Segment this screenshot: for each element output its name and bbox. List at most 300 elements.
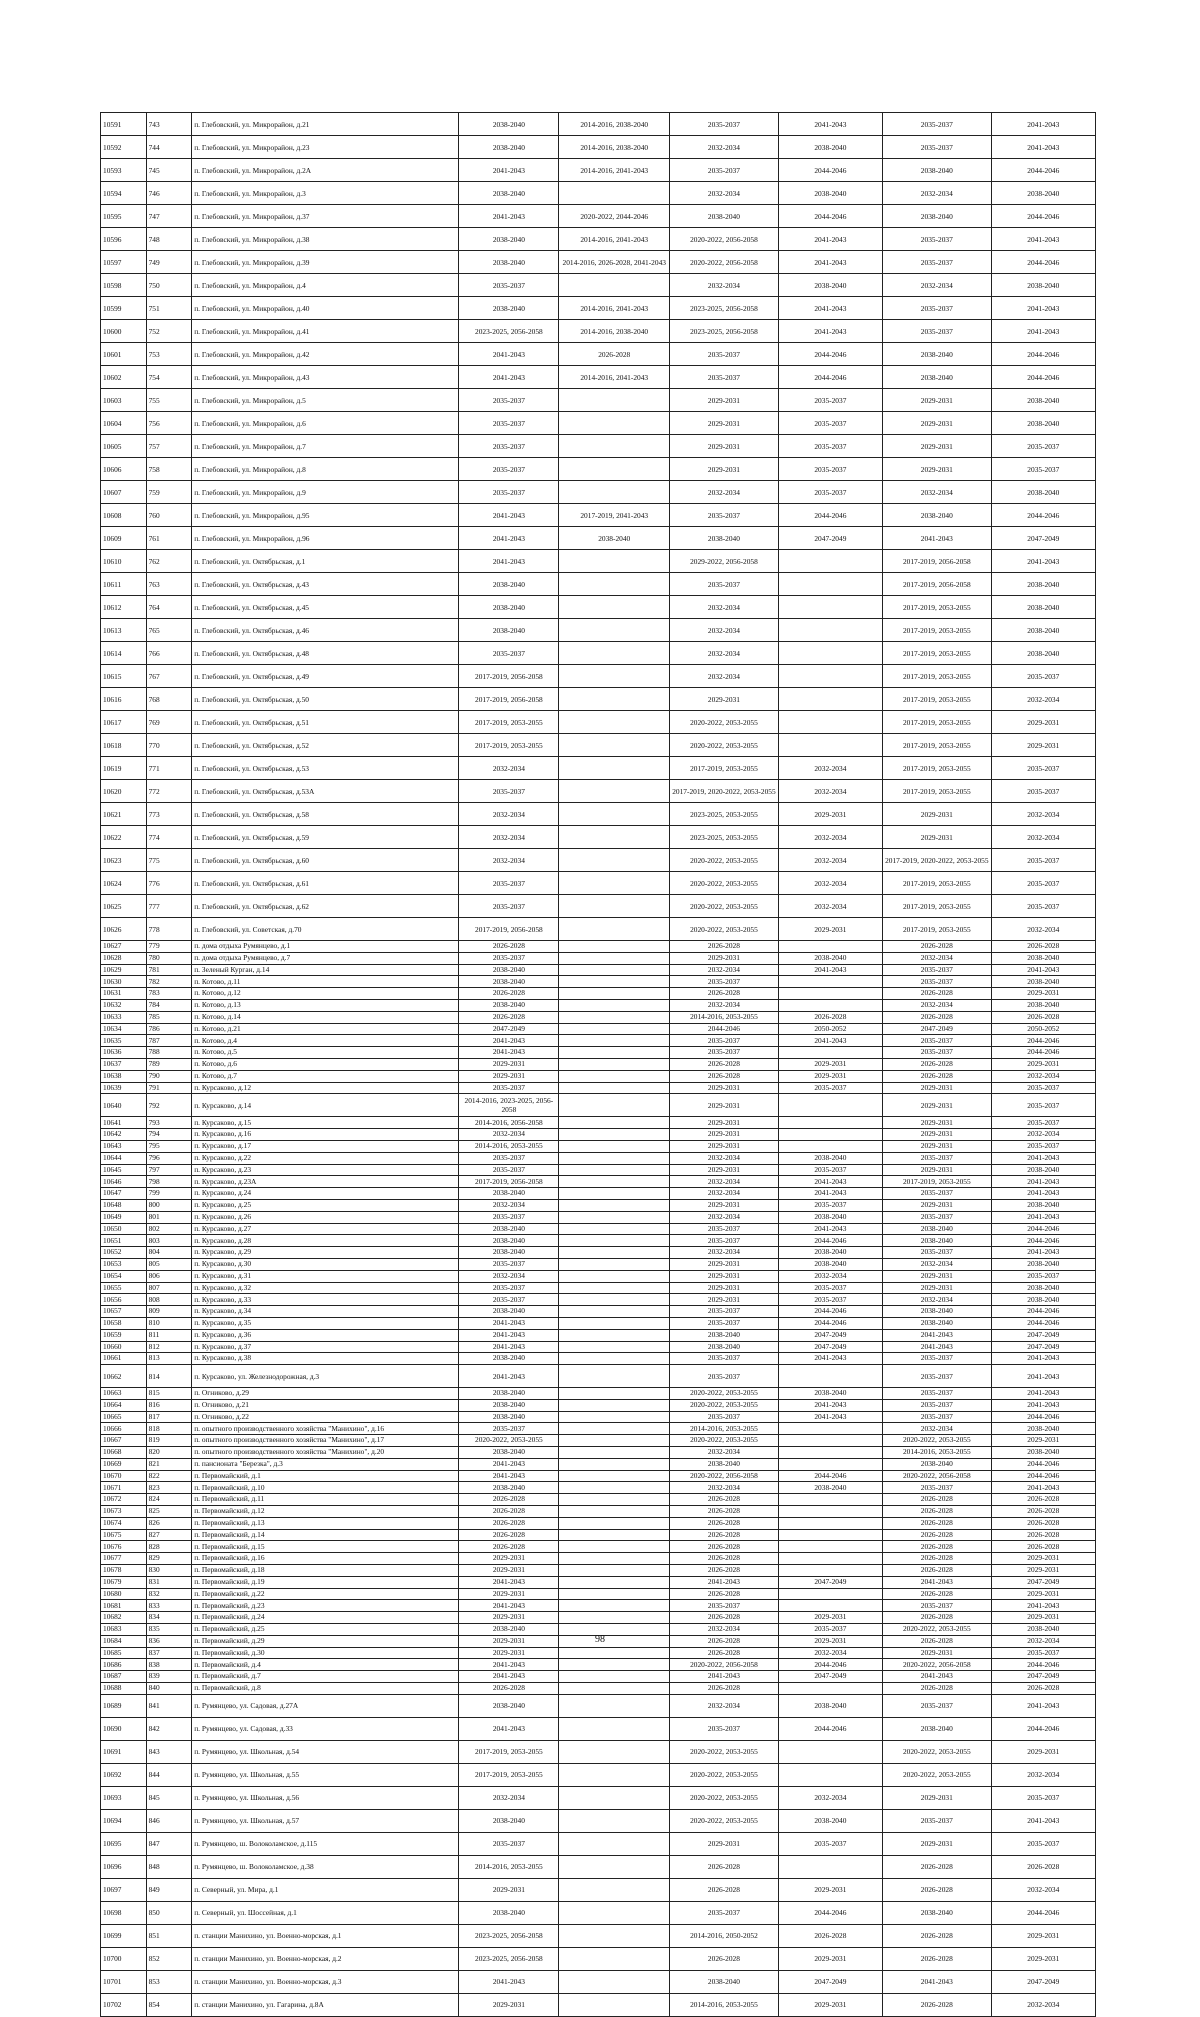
- cell-period-2: [559, 1717, 670, 1740]
- cell-seq-no: 838: [146, 1659, 192, 1671]
- cell-period-1: 2041-2043: [459, 504, 559, 527]
- table-row: [101, 159, 1096, 182]
- cell-row-id: 10643: [101, 1140, 147, 1152]
- cell-seq-no: 772: [146, 780, 192, 803]
- table-row: [101, 435, 1096, 458]
- table-row: [101, 1117, 1096, 1129]
- cell-period-4: 2041-2043: [778, 320, 882, 343]
- cell-period-3: 2026-2028: [670, 1506, 779, 1518]
- cell-period-5: 2026-2028: [883, 1993, 992, 2016]
- cell-period-2: [559, 665, 670, 688]
- cell-period-2: [559, 1211, 670, 1223]
- cell-period-5: 2026-2028: [883, 1878, 992, 1901]
- cell-period-5: 2029-2031: [883, 1282, 992, 1294]
- cell-period-1: 2035-2037: [459, 1211, 559, 1223]
- cell-period-1: 2026-2028: [459, 1011, 559, 1023]
- cell-row-id: 10662: [101, 1365, 147, 1388]
- cell-seq-no: 793: [146, 1117, 192, 1129]
- cell-period-2: [559, 1855, 670, 1878]
- cell-period-1: 2038-2040: [459, 113, 559, 136]
- cell-period-4: 2029-2031: [778, 1993, 882, 2016]
- cell-period-4: 2041-2043: [778, 1176, 882, 1188]
- cell-period-3: 2032-2034: [670, 999, 779, 1011]
- cell-period-1: 2041-2043: [459, 550, 559, 573]
- cell-period-4: 2035-2037: [778, 435, 882, 458]
- cell-address: п. Румянцево, ул. Школьная, д.57: [192, 1809, 459, 1832]
- cell-period-1: 2041-2043: [459, 205, 559, 228]
- cell-period-6: 2041-2043: [991, 1388, 1095, 1400]
- cell-period-5: 2032-2034: [883, 1258, 992, 1270]
- table-row: [101, 1223, 1096, 1235]
- cell-period-4: 2044-2046: [778, 366, 882, 389]
- cell-period-2: [559, 1529, 670, 1541]
- table-row: [101, 1023, 1096, 1035]
- cell-period-5: 2026-2028: [883, 1635, 992, 1647]
- cell-seq-no: 753: [146, 343, 192, 366]
- cell-period-5: 2041-2043: [883, 1970, 992, 1993]
- cell-period-3: 2026-2028: [670, 1517, 779, 1529]
- cell-address: п. Глебовский, ул. Микрорайон, д.3: [192, 182, 459, 205]
- cell-period-3: 2032-2034: [670, 1694, 779, 1717]
- cell-address: п. Глебовский, ул. Микрорайон, д.21: [192, 113, 459, 136]
- cell-period-1: 2035-2037: [459, 780, 559, 803]
- cell-seq-no: 820: [146, 1447, 192, 1459]
- cell-address: п. Первомайский, д.7: [192, 1671, 459, 1683]
- cell-period-3: 2014-2016, 2053-2055: [670, 1011, 779, 1023]
- cell-period-6: 2038-2040: [991, 182, 1095, 205]
- cell-period-6: 2044-2046: [991, 1047, 1095, 1059]
- cell-period-4: 2038-2040: [778, 1152, 882, 1164]
- cell-seq-no: 804: [146, 1247, 192, 1259]
- cell-period-5: 2017-2019, 2053-2055: [883, 619, 992, 642]
- cell-period-2: [559, 573, 670, 596]
- cell-period-2: [559, 999, 670, 1011]
- cell-seq-no: 832: [146, 1588, 192, 1600]
- cell-row-id: 10631: [101, 988, 147, 1000]
- cell-row-id: 10656: [101, 1294, 147, 1306]
- cell-address: п. Первомайский, д.23: [192, 1600, 459, 1612]
- table-row: [101, 1970, 1096, 1993]
- cell-period-3: 2026-2028: [670, 1588, 779, 1600]
- cell-period-6: 2032-2034: [991, 803, 1095, 826]
- cell-address: п. Огниково, д.22: [192, 1411, 459, 1423]
- cell-period-6: 2029-2031: [991, 1612, 1095, 1624]
- cell-period-1: 2038-2040: [459, 1306, 559, 1318]
- register-table-body: [101, 113, 1096, 2017]
- cell-seq-no: 787: [146, 1035, 192, 1047]
- cell-period-2: [559, 780, 670, 803]
- cell-period-2: 2014-2016, 2041-2043: [559, 159, 670, 182]
- table-row: [101, 1435, 1096, 1447]
- table-row: [101, 1541, 1096, 1553]
- cell-period-1: 2029-2031: [459, 1070, 559, 1082]
- cell-period-5: 2029-2031: [883, 1199, 992, 1211]
- cell-period-1: 2032-2034: [459, 826, 559, 849]
- cell-address: п. Глебовский, ул. Октябрьская, д.1: [192, 550, 459, 573]
- cell-period-1: 2041-2043: [459, 1659, 559, 1671]
- cell-period-2: [559, 1365, 670, 1388]
- cell-seq-no: 799: [146, 1188, 192, 1200]
- cell-seq-no: 790: [146, 1070, 192, 1082]
- cell-period-5: 2035-2037: [883, 228, 992, 251]
- cell-seq-no: 791: [146, 1082, 192, 1094]
- cell-row-id: 10645: [101, 1164, 147, 1176]
- cell-seq-no: 841: [146, 1694, 192, 1717]
- cell-period-5: 2029-2031: [883, 1647, 992, 1659]
- table-row: [101, 826, 1096, 849]
- cell-seq-no: 818: [146, 1423, 192, 1435]
- cell-period-3: 2020-2022, 2053-2055: [670, 1399, 779, 1411]
- cell-period-3: 2020-2022, 2053-2055: [670, 1740, 779, 1763]
- cell-period-2: 2038-2040: [559, 527, 670, 550]
- cell-period-3: 2017-2019, 2020-2022, 2053-2055: [670, 780, 779, 803]
- cell-address: п. Румянцево, ул. Школьная, д.56: [192, 1786, 459, 1809]
- cell-row-id: 10641: [101, 1117, 147, 1129]
- cell-period-5: 2026-2028: [883, 1011, 992, 1023]
- cell-address: п. Котово, д.14: [192, 1011, 459, 1023]
- cell-period-6: 2044-2046: [991, 366, 1095, 389]
- cell-period-5: 2020-2022, 2056-2058: [883, 1659, 992, 1671]
- cell-period-3: 2032-2034: [670, 136, 779, 159]
- cell-period-3: 2029-2031: [670, 435, 779, 458]
- cell-period-2: 2026-2028: [559, 343, 670, 366]
- cell-address: п. Курсаково, ул. Железнодорожная, д.3: [192, 1365, 459, 1388]
- table-row: [101, 297, 1096, 320]
- cell-period-4: [778, 999, 882, 1011]
- cell-period-4: 2047-2049: [778, 1341, 882, 1353]
- cell-seq-no: 748: [146, 228, 192, 251]
- cell-period-1: 2038-2040: [459, 1482, 559, 1494]
- cell-period-2: [559, 1129, 670, 1141]
- cell-period-6: 2041-2043: [991, 1694, 1095, 1717]
- cell-period-1: 2017-2019, 2056-2058: [459, 665, 559, 688]
- cell-period-1: 2029-2031: [459, 1635, 559, 1647]
- cell-period-2: [559, 1047, 670, 1059]
- cell-seq-no: 754: [146, 366, 192, 389]
- cell-period-3: 2035-2037: [670, 366, 779, 389]
- table-row: [101, 1152, 1096, 1164]
- table-row: [101, 1470, 1096, 1482]
- cell-period-4: 2041-2043: [778, 228, 882, 251]
- cell-period-6: 2029-2031: [991, 1924, 1095, 1947]
- cell-period-6: 2038-2040: [991, 573, 1095, 596]
- cell-period-4: 2041-2043: [778, 964, 882, 976]
- cell-period-1: 2041-2043: [459, 1365, 559, 1388]
- cell-period-4: [778, 1506, 882, 1518]
- cell-row-id: 10702: [101, 1993, 147, 2016]
- cell-period-6: 2035-2037: [991, 1094, 1095, 1117]
- cell-period-2: [559, 1117, 670, 1129]
- cell-period-6: 2044-2046: [991, 205, 1095, 228]
- cell-period-1: 2023-2025, 2056-2058: [459, 1924, 559, 1947]
- table-row: [101, 999, 1096, 1011]
- cell-seq-no: 831: [146, 1576, 192, 1588]
- cell-address: п. Первомайский, д.24: [192, 1612, 459, 1624]
- cell-period-6: 2050-2052: [991, 1023, 1095, 1035]
- cell-period-6: 2029-2031: [991, 1740, 1095, 1763]
- cell-seq-no: 778: [146, 918, 192, 941]
- cell-period-2: [559, 988, 670, 1000]
- table-row: [101, 573, 1096, 596]
- cell-address: п. Котово, д.5: [192, 1047, 459, 1059]
- cell-row-id: 10609: [101, 527, 147, 550]
- cell-address: п. Глебовский, ул. Октябрьская, д.45: [192, 596, 459, 619]
- cell-row-id: 10683: [101, 1624, 147, 1636]
- cell-period-6: 2035-2037: [991, 665, 1095, 688]
- table-row: [101, 1494, 1096, 1506]
- cell-period-3: 2035-2037: [670, 504, 779, 527]
- cell-period-6: 2026-2028: [991, 1529, 1095, 1541]
- cell-row-id: 10618: [101, 734, 147, 757]
- cell-seq-no: 792: [146, 1094, 192, 1117]
- table-row: [101, 1924, 1096, 1947]
- cell-period-2: 2017-2019, 2041-2043: [559, 504, 670, 527]
- cell-period-3: 2026-2028: [670, 1541, 779, 1553]
- cell-row-id: 10650: [101, 1223, 147, 1235]
- cell-period-6: 2044-2046: [991, 504, 1095, 527]
- cell-period-1: 2035-2037: [459, 458, 559, 481]
- cell-period-1: 2026-2028: [459, 1541, 559, 1553]
- cell-seq-no: 854: [146, 1993, 192, 2016]
- cell-period-5: 2035-2037: [883, 1482, 992, 1494]
- cell-period-3: 2026-2028: [670, 1947, 779, 1970]
- cell-period-2: [559, 1199, 670, 1211]
- table-row: [101, 665, 1096, 688]
- cell-period-2: [559, 1470, 670, 1482]
- cell-period-3: 2041-2043: [670, 1576, 779, 1588]
- cell-row-id: 10627: [101, 941, 147, 953]
- cell-period-1: 2017-2019, 2053-2055: [459, 1763, 559, 1786]
- cell-period-5: 2026-2028: [883, 1588, 992, 1600]
- cell-seq-no: 824: [146, 1494, 192, 1506]
- cell-period-1: 2041-2043: [459, 1458, 559, 1470]
- cell-period-5: 2026-2028: [883, 1494, 992, 1506]
- cell-period-3: 2020-2022, 2056-2058: [670, 1470, 779, 1482]
- cell-period-3: 2035-2037: [670, 573, 779, 596]
- cell-address: п. Первомайский, д.19: [192, 1576, 459, 1588]
- cell-period-3: 2020-2022, 2053-2055: [670, 1435, 779, 1447]
- table-row: [101, 849, 1096, 872]
- cell-period-1: 2038-2040: [459, 619, 559, 642]
- cell-period-2: [559, 1482, 670, 1494]
- cell-seq-no: 815: [146, 1388, 192, 1400]
- cell-row-id: 10674: [101, 1517, 147, 1529]
- cell-row-id: 10648: [101, 1199, 147, 1211]
- cell-period-5: 2029-2031: [883, 1129, 992, 1141]
- cell-period-3: 2029-2031: [670, 1832, 779, 1855]
- table-row: [101, 1235, 1096, 1247]
- cell-period-4: 2038-2040: [778, 1258, 882, 1270]
- table-row: [101, 136, 1096, 159]
- cell-period-6: 2044-2046: [991, 343, 1095, 366]
- cell-period-6: 2032-2034: [991, 1129, 1095, 1141]
- cell-period-1: 2047-2049: [459, 1023, 559, 1035]
- cell-period-5: 2029-2031: [883, 1164, 992, 1176]
- cell-period-5: 2032-2034: [883, 481, 992, 504]
- cell-period-4: 2041-2043: [778, 1035, 882, 1047]
- cell-period-5: 2020-2022, 2053-2055: [883, 1435, 992, 1447]
- cell-row-id: 10636: [101, 1047, 147, 1059]
- cell-period-4: [778, 1494, 882, 1506]
- cell-period-5: 2020-2022, 2056-2058: [883, 1470, 992, 1482]
- table-row: [101, 918, 1096, 941]
- cell-period-1: 2017-2019, 2056-2058: [459, 918, 559, 941]
- cell-period-6: 2035-2037: [991, 1270, 1095, 1282]
- cell-period-1: 2029-2031: [459, 1612, 559, 1624]
- cell-address: п. Первомайский, д.14: [192, 1529, 459, 1541]
- cell-seq-no: 796: [146, 1152, 192, 1164]
- cell-period-3: 2026-2028: [670, 1553, 779, 1565]
- cell-period-4: 2050-2052: [778, 1023, 882, 1035]
- cell-period-3: 2038-2040: [670, 1329, 779, 1341]
- cell-seq-no: 814: [146, 1365, 192, 1388]
- cell-seq-no: 780: [146, 952, 192, 964]
- cell-period-2: [559, 1317, 670, 1329]
- table-row: [101, 1047, 1096, 1059]
- cell-row-id: 10666: [101, 1423, 147, 1435]
- cell-period-1: 2035-2037: [459, 1152, 559, 1164]
- cell-period-5: 2017-2019, 2053-2055: [883, 596, 992, 619]
- cell-period-5: 2038-2040: [883, 1223, 992, 1235]
- table-row: [101, 550, 1096, 573]
- cell-period-6: 2035-2037: [991, 435, 1095, 458]
- cell-period-1: 2023-2025, 2056-2058: [459, 320, 559, 343]
- cell-seq-no: 768: [146, 688, 192, 711]
- table-row: [101, 1365, 1096, 1388]
- cell-period-1: 2017-2019, 2053-2055: [459, 1740, 559, 1763]
- cell-seq-no: 751: [146, 297, 192, 320]
- cell-period-3: 2032-2034: [670, 274, 779, 297]
- cell-row-id: 10642: [101, 1129, 147, 1141]
- cell-period-4: 2038-2040: [778, 1247, 882, 1259]
- cell-row-id: 10599: [101, 297, 147, 320]
- cell-period-1: 2023-2025, 2056-2058: [459, 1947, 559, 1970]
- cell-address: п. Глебовский, ул. Октябрьская, д.46: [192, 619, 459, 642]
- cell-period-3: 2035-2037: [670, 1600, 779, 1612]
- cell-address: п. Глебовский, ул. Микрорайон, д.4: [192, 274, 459, 297]
- cell-period-5: 2026-2028: [883, 1541, 992, 1553]
- cell-period-3: 2029-2031: [670, 1117, 779, 1129]
- cell-period-2: [559, 1600, 670, 1612]
- cell-period-6: 2038-2040: [991, 1164, 1095, 1176]
- cell-period-1: 2029-2031: [459, 1565, 559, 1577]
- cell-period-1: 2032-2034: [459, 1129, 559, 1141]
- cell-row-id: 10610: [101, 550, 147, 573]
- cell-period-5: 2038-2040: [883, 504, 992, 527]
- cell-period-4: 2044-2046: [778, 205, 882, 228]
- table-row: [101, 1612, 1096, 1624]
- cell-period-4: 2041-2043: [778, 113, 882, 136]
- cell-period-6: 2041-2043: [991, 228, 1095, 251]
- cell-row-id: 10628: [101, 952, 147, 964]
- table-row: [101, 1993, 1096, 2016]
- cell-period-3: 2032-2034: [670, 1624, 779, 1636]
- cell-period-6: 2044-2046: [991, 1458, 1095, 1470]
- table-row: [101, 251, 1096, 274]
- cell-period-2: [559, 1423, 670, 1435]
- cell-period-6: 2032-2034: [991, 1763, 1095, 1786]
- cell-period-5: 2026-2028: [883, 1553, 992, 1565]
- cell-row-id: 10646: [101, 1176, 147, 1188]
- cell-period-4: 2032-2034: [778, 826, 882, 849]
- cell-period-4: [778, 1435, 882, 1447]
- cell-row-id: 10635: [101, 1035, 147, 1047]
- cell-period-5: 2029-2031: [883, 1117, 992, 1129]
- table-row: [101, 619, 1096, 642]
- cell-period-1: 2041-2043: [459, 527, 559, 550]
- cell-period-3: 2020-2022, 2053-2055: [670, 1763, 779, 1786]
- cell-row-id: 10596: [101, 228, 147, 251]
- cell-period-6: 2035-2037: [991, 757, 1095, 780]
- cell-period-2: [559, 849, 670, 872]
- cell-seq-no: 845: [146, 1786, 192, 1809]
- table-row: [101, 1411, 1096, 1423]
- cell-address: п. Глебовский, ул. Октябрьская, д.43: [192, 573, 459, 596]
- cell-period-2: [559, 1411, 670, 1423]
- cell-address: п. Первомайский, д.12: [192, 1506, 459, 1518]
- cell-row-id: 10623: [101, 849, 147, 872]
- cell-row-id: 10681: [101, 1600, 147, 1612]
- cell-row-id: 10671: [101, 1482, 147, 1494]
- cell-period-5: 2017-2019, 2053-2055: [883, 1176, 992, 1188]
- table-row: [101, 1763, 1096, 1786]
- cell-seq-no: 848: [146, 1855, 192, 1878]
- cell-row-id: 10655: [101, 1282, 147, 1294]
- cell-period-3: 2029-2031: [670, 1282, 779, 1294]
- cell-period-6: 2035-2037: [991, 895, 1095, 918]
- cell-period-1: 2029-2031: [459, 1993, 559, 2016]
- table-row: [101, 228, 1096, 251]
- table-row: [101, 952, 1096, 964]
- table-row: [101, 734, 1096, 757]
- cell-address: п. Курсаково, д.36: [192, 1329, 459, 1341]
- cell-row-id: 10629: [101, 964, 147, 976]
- cell-period-5: 2038-2040: [883, 1717, 992, 1740]
- table-row: [101, 1094, 1096, 1117]
- cell-period-1: 2041-2043: [459, 366, 559, 389]
- cell-period-5: 2017-2019, 2020-2022, 2053-2055: [883, 849, 992, 872]
- cell-period-4: 2029-2031: [778, 1947, 882, 1970]
- cell-period-5: 2035-2037: [883, 964, 992, 976]
- cell-period-3: 2020-2022, 2056-2058: [670, 228, 779, 251]
- cell-period-2: [559, 1878, 670, 1901]
- table-row: [101, 1947, 1096, 1970]
- cell-seq-no: 853: [146, 1970, 192, 1993]
- cell-seq-no: 798: [146, 1176, 192, 1188]
- cell-period-3: 2029-2031: [670, 412, 779, 435]
- cell-seq-no: 810: [146, 1317, 192, 1329]
- cell-seq-no: 806: [146, 1270, 192, 1282]
- cell-period-3: 2020-2022, 2053-2055: [670, 1786, 779, 1809]
- table-row: [101, 1011, 1096, 1023]
- cell-period-1: 2035-2037: [459, 274, 559, 297]
- cell-period-4: 2044-2046: [778, 1317, 882, 1329]
- table-row: [101, 596, 1096, 619]
- cell-row-id: 10653: [101, 1258, 147, 1270]
- cell-address: п. Курсаково, д.23А: [192, 1176, 459, 1188]
- cell-period-6: 2038-2040: [991, 389, 1095, 412]
- cell-period-5: 2029-2031: [883, 1094, 992, 1117]
- table-row: [101, 642, 1096, 665]
- cell-row-id: 10695: [101, 1832, 147, 1855]
- cell-address: п. Курсаково, д.23: [192, 1164, 459, 1176]
- cell-row-id: 10621: [101, 803, 147, 826]
- cell-period-1: 2038-2040: [459, 297, 559, 320]
- cell-period-5: 2020-2022, 2053-2055: [883, 1740, 992, 1763]
- cell-row-id: 10701: [101, 1970, 147, 1993]
- cell-period-6: 2044-2046: [991, 251, 1095, 274]
- cell-period-5: 2017-2019, 2053-2055: [883, 734, 992, 757]
